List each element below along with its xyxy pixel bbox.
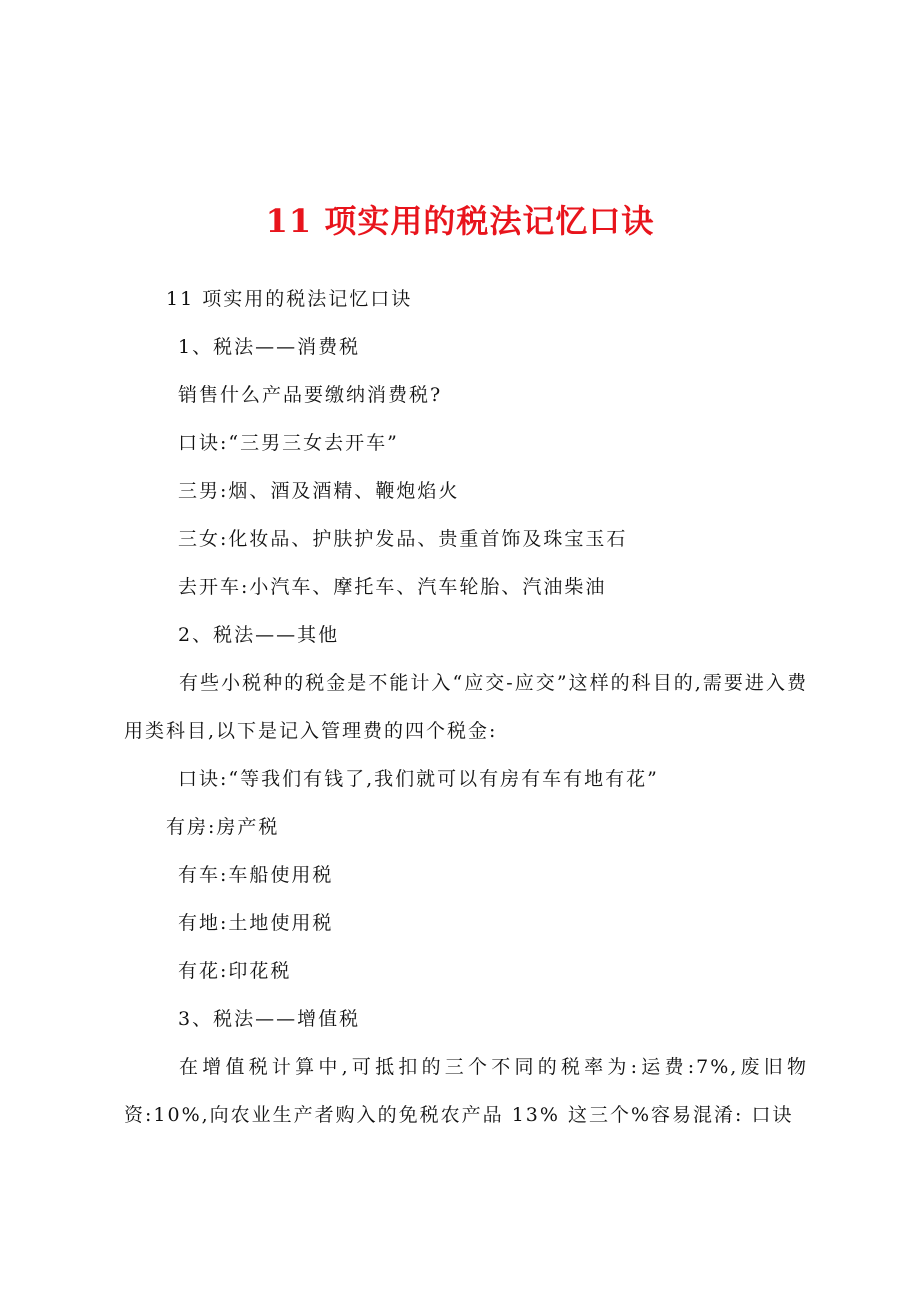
- document-title: 11 项实用的税法记忆口诀: [265, 202, 655, 240]
- section-2-intro-paragraph: 有些小税种的税金是不能计入“应交-应交”这样的科目的,需要进入费用类科目,以下是记入管理费的四个税金:: [124, 672, 808, 742]
- section-2-heading: 2、税法——其他: [178, 624, 340, 646]
- section-2-vehicle-tax: 有车:车船使用税: [178, 864, 334, 886]
- section-2-land-tax: 有地:土地使用税: [178, 912, 334, 934]
- section-2-house-tax: 有房:房产税: [166, 816, 280, 838]
- section-1-question: 销售什么产品要缴纳消费税?: [178, 384, 443, 406]
- section-3-heading: 3、税法——增值税: [178, 1008, 361, 1030]
- subtitle-line: 11 项实用的税法记忆口诀: [166, 288, 413, 310]
- section-1-heading: 1、税法——消费税: [178, 336, 361, 358]
- section-2-mnemonic: 口诀:“等我们有钱了,我们就可以有房有车有地有花”: [178, 768, 659, 790]
- section-2-stamp-tax: 有花:印花税: [178, 960, 292, 982]
- section-1-go-drive: 去开车:小汽车、摩托车、汽车轮胎、汽油柴油: [178, 576, 607, 598]
- section-3-intro-paragraph: 在增值税计算中,可抵扣的三个不同的税率为:运费:7%,废旧物资:10%,向农业生产者购入的免税农产品 13% 这三个%容易混淆: 口诀: [124, 1056, 808, 1126]
- section-1-three-women: 三女:化妆品、护肤护发品、贵重首饰及珠宝玉石: [178, 528, 628, 550]
- section-1-three-men: 三男:烟、酒及酒精、鞭炮焰火: [178, 480, 460, 502]
- section-1-mnemonic: 口诀:“三男三女去开车”: [178, 432, 399, 454]
